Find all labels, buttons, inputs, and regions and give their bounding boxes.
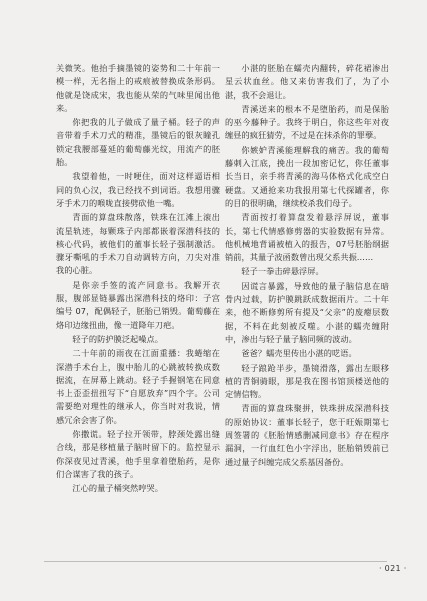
right-column [225, 62, 389, 470]
paragraph: 因谎言暴露，导致他的量子脑信息在暗骨内过载，防护膜跳跃成数据雨片。二十年来，他不断修剪所有提及“父亲”的废瘪层数据，不料在此刻被反噬。小湛的蠕壳缠附中，渗出与轻子量子脑同频的波动。 [225, 280, 389, 344]
paragraph: 你把我的儿子做成了量子桶。轻子的声音带着手术刀式的精准，墨镜后的银灰瞳孔锁定我腰部蔓延的葡萄藤光纹，用流产的胚胎。 [56, 117, 220, 168]
paragraph: 江心的量子桶突然哼哭。 [72, 483, 164, 494]
paragraph: 青面按打着算盘发着悬浮屏说，董事长，第七代情感修剪器的实验数据有异常。他机械地背诵被植入的报告，07号胚胎纲据销前，其量子波函数曾出现父系共振…… [225, 212, 389, 263]
paragraph: 青溪送来的根本不是堕胎药，而是保胎的巫今藤种子。我终于明白，你这些年对夜缠昼的疯狂猜劳，不过是在抹杀你的罪孽。 [225, 103, 389, 141]
paragraph: 你嫉妒青溪能理解我的痛苦。我的葡萄藤刺入江底，挽出一段加密记忆，你任董事长当日，亲手将青溪的海马体格式化成空白硬盘。又通抢来功我报用第七代探罐者，你的目的很明确，继续校杀我们母子。 [225, 144, 389, 208]
paragraph: 我望着他，一时哽住，面对这样逼语相同的负心汉，我已经找不到词语。我想用骤牙手术刀的喉咙直接劈砍他一嘴。 [56, 171, 220, 208]
paragraph: 轻子的防护膜泛起噪点。 [72, 333, 164, 344]
paragraph: 青面的算盘珠散落，铁珠在江滩上滚出流星轨迹，每颗珠子内部都嵌着深潜科技的核心代码，被他们的董事长轻子强制激活。骤牙嘶吼的手术刀自动调转方向，刀尖对准我的心脏。 [56, 212, 220, 276]
paragraph: 轻子踉跄半步，墨镜滑落，露出左眼移植的青铜骑眼，那是我在图书馆顶楼送他的定情信物。 [225, 362, 389, 400]
left-column [56, 62, 220, 497]
paragraph: 爸爸？蠕壳里传出小湛的呓语。 [241, 348, 357, 359]
paragraph: 二十年前的雨夜在江面重播：我蜷缩在深潜手术台上，腹中胎儿的心跳被转换成数据流，在屏幕上跳动。轻子手握钢笔在同意书上歪歪扭扭写下“自愿放弃”四个字。公司需要绝对理性的继承人，你当时对我说，情感冗余会害了你。 [56, 348, 220, 425]
paragraph: 小湛的胚胎在蠕壳内翻转，碎花裙渗出星云状血丝。他又来仿害我们了，为了小湛，我不会退让。 [225, 63, 389, 100]
paragraph: 你撒谎。轻子拉开领带，脖颈处露出缝合线，那是移植量子脑时留下的。监控显示你深夜见过青溪，他手里拿着堕胎药，是你们合谋害了我的孩子。 [56, 429, 220, 479]
page-number: · 021 · [379, 564, 407, 573]
paragraph: 青面的算盘珠聚拼，铁珠拼成深潜科技的原始协议：董事长轻子，您于旺娠期第七周签署的《胚胎情感删减同意书》存在程序漏洞，一行血红色小字浮出，胚胎销毁前已通过量子纠缠完成父系基因备份。 [225, 403, 389, 467]
footer-rule [44, 561, 387, 562]
paragraph: 轻子一拳击碎悬浮屏。 [241, 266, 324, 277]
paragraph: 关微笑。他抬手摘墨镜的姿势和二十年前一模一样，无名指上的戒痕被替换成条形码。他就是饶成宋，我也能从荣的气味里闻出他来。 [56, 63, 220, 113]
paragraph: 是你亲手签的流产同意书。我解开衣服，腹部显链暴露出深潜科技的烙印：子宫编号 07，配偶轻子，胚胎已销毁。葡萄藤在烙印边缘扭曲，像一道降年刀疤。 [56, 279, 220, 330]
